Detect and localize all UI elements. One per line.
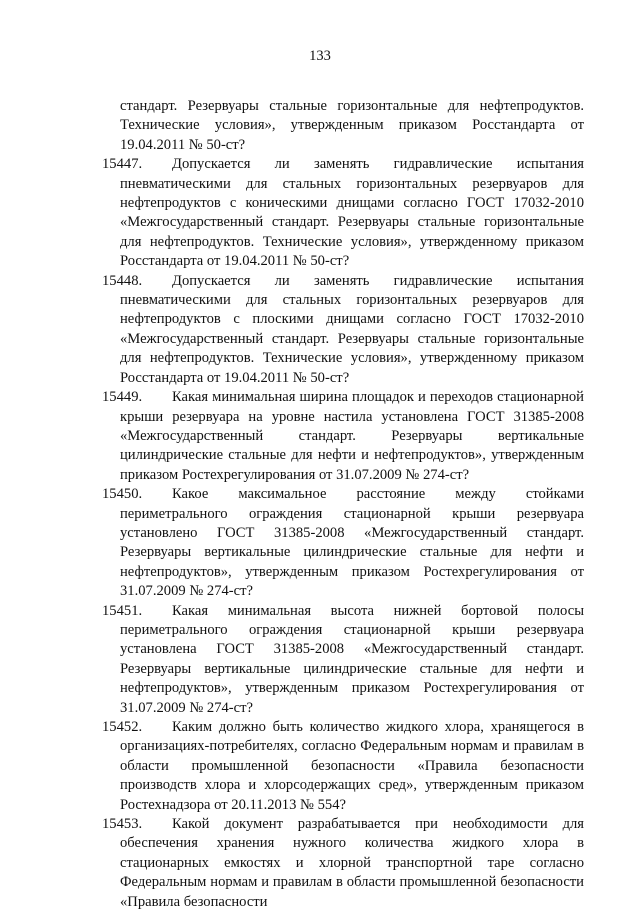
question-item	[102, 388, 584, 485]
question-text: Каким должно быть количество жидкого хлора, хранящегося в организациях-потребителях, согласно Федеральным нормам и правилам в области промышленной безопасности «Правила безопасности производств хлора и хлорсодержащих сред», утвержденным приказом Ростехнадзора от 20.11.2013 № 554?	[120, 719, 584, 813]
question-item	[102, 718, 584, 815]
question-number: 15453.	[102, 816, 143, 833]
page-number: 133	[309, 48, 331, 64]
question-number: 15448.	[102, 272, 143, 289]
question-number: 15447.	[102, 156, 143, 173]
question-number: 15450.	[102, 486, 143, 503]
question-number: 15452.	[102, 719, 143, 735]
question-text: Какая минимальная ширина площадок и переходов стационарной крыши резервуара на уровне настила установлена ГОСТ 31385-2008 «Межгосударственный стандарт. Резервуары вертикальные цилиндрические стальные для нефти и нефтепродуктов», утвержденным приказом Ростехрегулирования от 31.07.2009 № 274-ст?	[120, 389, 584, 483]
question-text: Какой документ разрабатывается при необходимости для обеспечения хранения нужного количества жидкого хлора в стационарных емкостях и хлорной транспортной таре согласно Федеральным нормам и правилам в области промышленной безопасности «Правила безопасности	[120, 816, 584, 910]
question-text: Допускается ли заменять гидравлические испытания пневматическими для стальных горизонтальных резервуаров для нефтепродуктов с коническими днищами согласно ГОСТ 17032-2010 «Межгосударственный стандарт. Резервуары стальные горизонтальные для нефтепродуктов. Технические условия», утвержденному приказом Росстандарта от 19.04.2011 № 50-ст?	[120, 156, 584, 270]
document-body	[102, 97, 584, 912]
question-text: Какое максимальное расстояние между стойками периметрального ограждения стационарной крыши резервуара установлено ГОСТ 31385-2008 «Межгосударственный стандарт. Резервуары вертикальные цилиндрические стальные для нефти и нефтепродуктов», утвержденным приказом Ростехрегулирования от 31.07.2009 № 274-ст?	[120, 486, 584, 600]
question-text: Допускается ли заменять гидравлические испытания пневматическими для стальных горизонтальных резервуаров для нефтепродуктов с плоскими днищами согласно ГОСТ 17032-2010 «Межгосударственный стандарт. Резервуары стальные горизонтальные для нефтепродуктов. Технические условия», утвержденному приказом Росстандарта от 19.04.2011 № 50-ст?	[120, 272, 584, 386]
question-item	[102, 485, 584, 601]
question-number: 15451.	[102, 602, 143, 619]
question-item	[102, 155, 584, 271]
intro-paragraph: стандарт. Резервуары стальные горизонтальные для нефтепродуктов. Технические условия», утвержденным приказом Росстандарта от 19.04.2011 № 50-ст?	[120, 98, 584, 153]
question-item	[102, 272, 584, 388]
question-number: 15449.	[102, 389, 143, 406]
question-item	[102, 602, 584, 718]
question-text: Какая минимальная высота нижней бортовой полосы периметрального ограждения стационарной крыши резервуара установлена ГОСТ 31385-2008 «Межгосударственный стандарт. Резервуары вертикальные цилиндрические стальные для нефти и нефтепродуктов», утвержденным приказом Ростехрегулирования от 31.07.2009 № 274-ст?	[120, 602, 584, 716]
question-item	[102, 815, 584, 912]
